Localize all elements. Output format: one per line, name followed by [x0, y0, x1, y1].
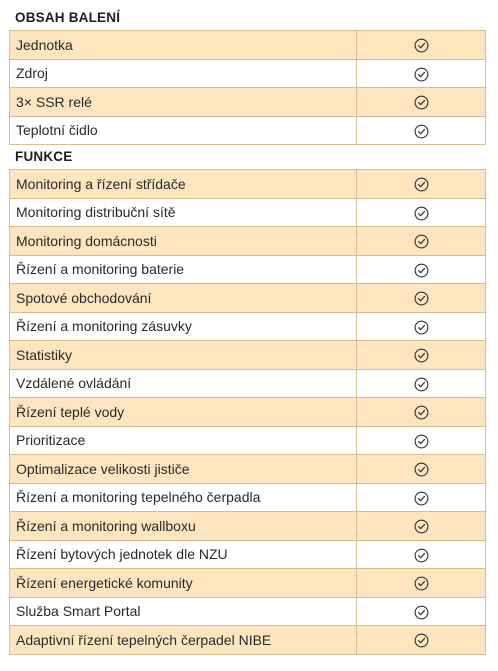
- check-circle-icon: [414, 405, 429, 420]
- item-label: Teplotní čidlo: [10, 116, 357, 145]
- check-circle-icon: [414, 633, 429, 648]
- check-circle-icon: [414, 576, 429, 591]
- table-row: [10, 255, 486, 284]
- check-circle-icon: [414, 95, 429, 110]
- table-row: [10, 88, 486, 117]
- table-row: [10, 540, 486, 569]
- check-circle-icon: [414, 206, 429, 221]
- check-circle-icon: [414, 291, 429, 306]
- table-row: [10, 116, 486, 145]
- check-circle-icon: [414, 320, 429, 335]
- item-label: Řízení a monitoring wallboxu: [10, 512, 357, 541]
- item-label: Řízení bytových jednotek dle NZU: [10, 540, 357, 569]
- check-circle-icon: [414, 177, 429, 192]
- check-circle-icon: [414, 348, 429, 363]
- item-label: Řízení energetické komunity: [10, 569, 357, 598]
- check-circle-icon: [414, 124, 429, 139]
- table-row: [10, 198, 486, 227]
- table-row: [10, 341, 486, 370]
- package-table: [9, 30, 486, 145]
- item-label: Monitoring domácnosti: [10, 227, 357, 256]
- item-label: Statistiky: [10, 341, 357, 370]
- check-circle-icon: [414, 263, 429, 278]
- table-row: [10, 398, 486, 427]
- item-label: Vzdálené ovládání: [10, 369, 357, 398]
- item-label: Řízení a monitoring zásuvky: [10, 312, 357, 341]
- check-circle-icon: [414, 548, 429, 563]
- item-label: Řízení a monitoring tepelného čerpadla: [10, 483, 357, 512]
- table-row: [10, 483, 486, 512]
- item-label: Jednotka: [10, 31, 357, 60]
- table-row: [10, 170, 486, 199]
- check-circle-icon: [414, 605, 429, 620]
- item-label: 3× SSR relé: [10, 88, 357, 117]
- check-circle-icon: [414, 38, 429, 53]
- item-label: Služba Smart Portal: [10, 597, 357, 626]
- table-row: [10, 312, 486, 341]
- item-label: Optimalizace velikosti jističe: [10, 455, 357, 484]
- table-row: [10, 59, 486, 88]
- item-label: Adaptivní řízení tepelných čerpadel NIBE: [10, 626, 357, 655]
- spec-page: [9, 6, 486, 655]
- item-label: Spotové obchodování: [10, 284, 357, 313]
- check-circle-icon: [414, 234, 429, 249]
- table-row: [10, 227, 486, 256]
- check-circle-icon: [414, 377, 429, 392]
- table-row: [10, 31, 486, 60]
- table-row: [10, 626, 486, 655]
- check-circle-icon: [414, 519, 429, 534]
- item-label: Monitoring distribuční sítě: [10, 198, 357, 227]
- table-row: [10, 284, 486, 313]
- check-circle-icon: [414, 462, 429, 477]
- table-row: [10, 597, 486, 626]
- table-row: [10, 426, 486, 455]
- check-circle-icon: [414, 491, 429, 506]
- item-label: Řízení a monitoring baterie: [10, 255, 357, 284]
- item-label: Řízení teplé vody: [10, 398, 357, 427]
- section-title-package: OBSAH BALENÍ: [15, 10, 121, 25]
- table-row: [10, 455, 486, 484]
- table-row: [10, 569, 486, 598]
- section-title-features: FUNKCE: [15, 149, 73, 164]
- table-row: [10, 512, 486, 541]
- features-table: [9, 169, 486, 655]
- item-label: Zdroj: [10, 59, 357, 88]
- table-row: [10, 369, 486, 398]
- check-circle-icon: [414, 434, 429, 449]
- check-circle-icon: [414, 67, 429, 82]
- item-label: Monitoring a řízení střídače: [10, 170, 357, 199]
- item-label: Prioritizace: [10, 426, 357, 455]
